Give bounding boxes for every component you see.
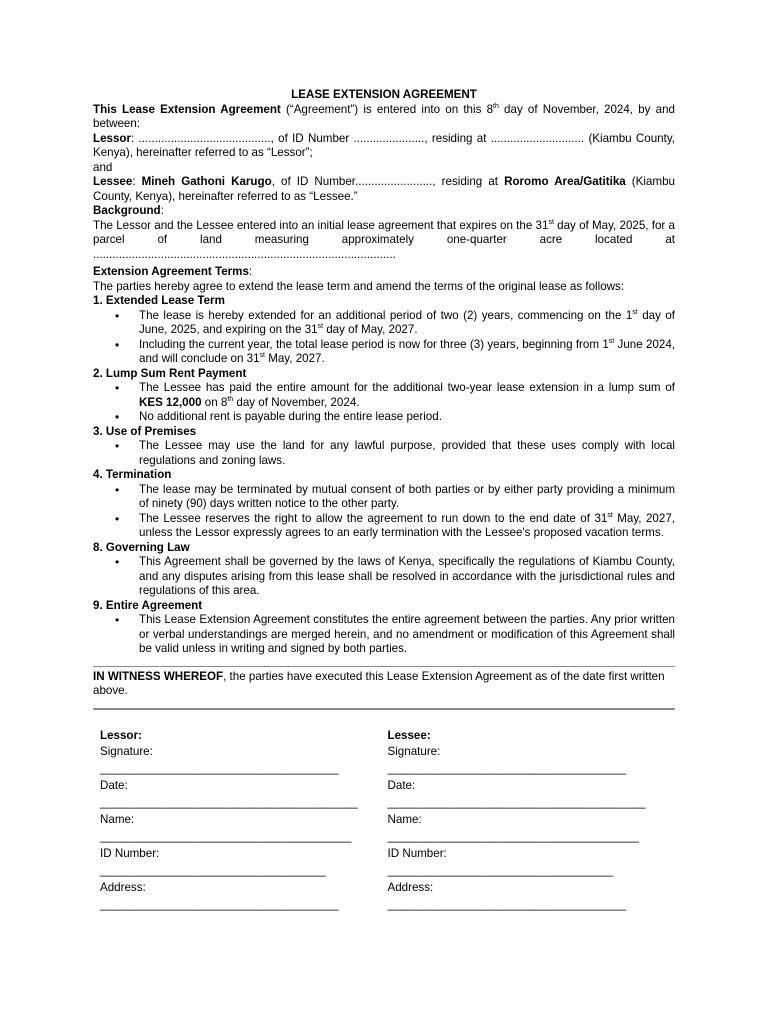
witness-text: , the parties have executed this Lease Extension Agreement as of the date first written above. [93,669,665,697]
intro-text: (“Agreement”) is entered into on this 8 [280,102,494,116]
intro-bold: This Lease Extension Agreement [93,102,281,116]
ordinal-suffix: th [227,395,234,403]
section-heading: 2. Lump Sum Rent Payment [93,366,247,380]
document-title: LEASE EXTENSION AGREEMENT [291,88,477,101]
lessee-paragraph [93,175,675,204]
lessor-signature-title: Lessor: [100,728,142,742]
section-heading: 8. Governing Law [93,540,190,554]
list-item [93,512,675,541]
and-text: and [93,160,113,174]
lessor-id-line: ID Number: ___________________________________ [100,846,326,877]
list-item: • The lease may be terminated by mutual consent of both parties or by either party providing a minimum of ninety (90) days written notice to the other party. [93,483,675,512]
list-item [93,338,675,367]
item-text: day of May, 2027. [323,323,418,336]
lessee-sep: : [132,175,142,188]
lessor-label: Lessor [93,131,132,145]
item-text: day of June, 2025, and expiring on the 31 [139,308,676,336]
lessee-signature-block [388,728,676,914]
lessee-signature-title: Lessee: [387,728,431,742]
item-text: June 2024, and will conclude on 31 [139,337,675,365]
colon: : [248,265,253,278]
section-heading: 4. Termination [93,468,172,481]
item-text: The lease is hereby extended for an additional period of two (2) years, commencing on the 1 [139,308,633,322]
lessee-name-line: Name: _______________________________________ [387,813,639,843]
section-heading: 3. Use of Premises [93,424,197,438]
section-list [93,439,675,468]
lease-document [93,88,675,913]
lessor-address-line: Address: _____________________________________ [100,880,339,911]
item-text: Including the current year, the total lease period is now for three (3) years, beginning from 1 [139,337,609,351]
list-item: • This Agreement shall be governed by the laws of Kenya, specifically the regulations of Kiambu County, and any disputes arising from this lease shall be resolved in accordance with the jurisdictional rules and regulations of this area. [93,555,675,599]
background-text: day of May, 2025, for a parcel of land measuring approximately one-quarter acre located at .............................................................................................. [93,218,675,261]
lessee-label: Lessee [93,175,133,188]
intro-text: day of November, 2024, by and between: [93,102,675,130]
list-item: • No additional rent is payable during the entire lease period. [93,410,675,425]
lessee-text: (Kiambu County, Kenya), hereinafter referred to as “Lessee.” [93,175,675,203]
section-heading: 1. Extended Lease Term [93,294,225,307]
ordinal-suffix: st [607,511,613,519]
lessee-area: Roromo Area/Gatitika [504,175,626,188]
section-list [93,483,675,541]
section-list [93,309,675,367]
list-item: • This Lease Extension Agreement constitutes the entire agreement between the parties. Any prior written or verbal understandings are merged herein, and no amendment or modification of this Agreement shall be valid unless in writing and signed by both parties. [93,613,675,657]
item-text: May, 2027. [264,352,325,365]
list-item [93,381,675,410]
colon: : [160,204,164,217]
lessor-signature-block [100,728,388,914]
background-heading-text: Background [93,204,161,217]
section-list [93,555,675,599]
item-text: on 8 [201,395,228,409]
item-text: May, 2027, unless the Lessor expressly agrees to an early termination with the Lessee's proposed vacation terms. [139,511,675,539]
lessor-name-line: Name: _______________________________________ [100,813,352,843]
lessee-address-line: Address: _____________________________________ [387,880,627,911]
lessor-date-line: Date: ________________________________________ [100,779,358,810]
terms-heading-text: Extension Agreement Terms [93,265,249,278]
lessee-date-line: Date: ________________________________________ [387,779,646,810]
lessor-paragraph [93,132,675,161]
background-heading [93,204,675,219]
ordinal-suffix: st [632,308,638,316]
lessee-name: Mineh Gathoni Karugo [141,175,272,188]
divider [93,708,675,710]
witness-paragraph [93,670,675,699]
witness-bold: IN WITNESS WHEREOF [93,669,224,683]
signature-section [93,728,675,914]
lessee-signature-line: Signature: _____________________________________ [387,745,627,776]
ordinal-suffix: st [317,323,324,331]
ordinal-suffix: st [259,352,265,360]
ordinal-suffix: st [608,337,615,345]
divider [93,666,675,667]
intro-paragraph [93,103,675,132]
background-paragraph [93,219,675,263]
list-item: • The Lessee may use the land for any lawful purpose, provided that these uses comply with local regulations and zoning laws. [93,439,675,468]
lessee-id-line: ID Number: ___________________________________ [387,846,614,877]
section-heading: 9. Entire Agreement [93,598,203,612]
lessor-text: : ........................................., of ID Number ......................, residing at ............................. (Kiambu County, Kenya), hereinafter referred to as “Lessor”; [93,131,675,159]
section-list [93,381,675,425]
lessor-signature-line: Signature: _____________________________________ [100,745,339,776]
item-text: day of November, 2024. [233,395,360,409]
list-item [93,309,675,338]
ordinal-suffix: st [548,218,554,226]
ordinal-suffix: th [493,102,499,110]
section-list [93,613,675,657]
item-text: The Lessee has paid the entire amount for the additional two-year lease extension in a lump sum of [139,381,675,394]
lessee-text: , of ID Number........................, residing at [271,175,505,188]
terms-intro-paragraph: The parties hereby agree to extend the lease term and amend the terms of the original lease as follows: [93,279,625,293]
background-text: The Lessor and the Lessee entered into an initial lease agreement that expires on the 31 [93,218,549,232]
item-text: The Lessee reserves the right to allow the agreement to run down to the end date of 31 [139,511,608,525]
terms-heading [93,265,675,280]
payment-amount: KES 12,000 [139,395,202,409]
